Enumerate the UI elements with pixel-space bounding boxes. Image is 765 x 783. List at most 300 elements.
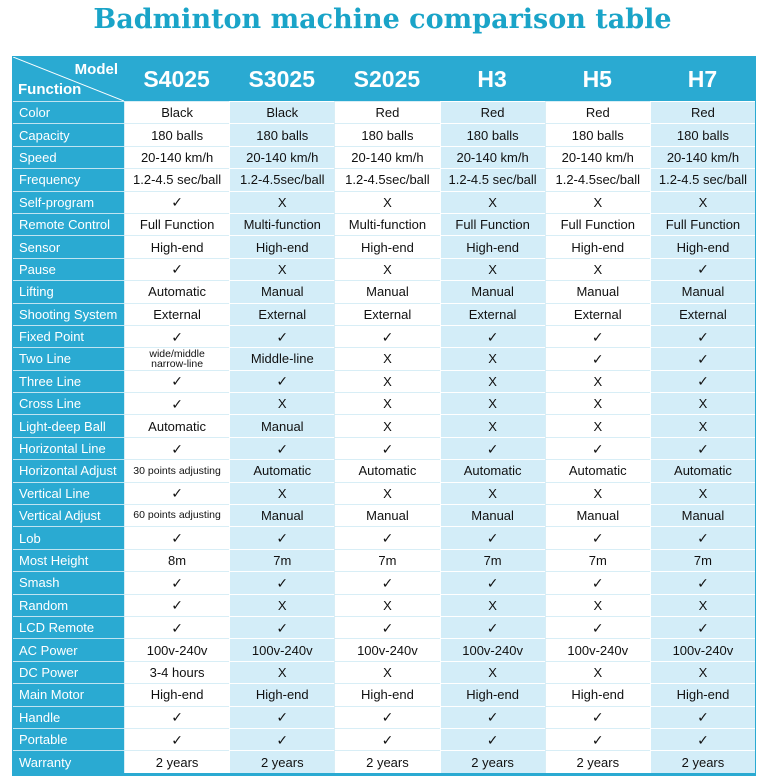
cell-text: Automatic <box>568 463 627 479</box>
value-cell-s4025 <box>124 258 229 280</box>
cell-text: Automatic <box>674 463 732 479</box>
value-cell-s4025 <box>124 459 229 481</box>
value-cell-s2025 <box>334 459 439 481</box>
table-row <box>13 303 755 325</box>
table-row <box>13 414 755 436</box>
value-cell-s2025 <box>334 191 439 213</box>
cell-text: 7m <box>273 553 292 568</box>
value-cell-h7 <box>650 392 755 414</box>
value-cell-s2025 <box>334 504 439 526</box>
value-cell-s4025 <box>124 392 229 414</box>
cell-text: High-end <box>466 687 519 703</box>
value-cell-h7 <box>650 437 755 459</box>
value-cell-h7 <box>650 347 755 369</box>
value-cell-h5 <box>545 706 650 728</box>
cross-mark: X <box>277 194 287 210</box>
cell-text: Full Function <box>455 217 530 233</box>
cell-text: Red <box>585 105 610 121</box>
value-cell-s2025 <box>334 280 439 302</box>
cross-mark: X <box>593 396 603 412</box>
cell-text: Red <box>375 105 400 121</box>
check-icon: ✓ <box>486 574 499 591</box>
value-cell-s3025 <box>229 706 334 728</box>
table-header-row <box>13 57 755 101</box>
value-cell-h5 <box>545 146 650 168</box>
function-axis-label: Function <box>18 81 82 98</box>
value-cell-h3 <box>440 594 545 616</box>
cross-mark: X <box>277 664 287 680</box>
cross-mark: X <box>593 194 603 210</box>
function-label-warranty: Warranty <box>13 750 124 772</box>
check-icon: ✓ <box>381 328 394 345</box>
cell-text: 20-140 km/h <box>351 149 424 165</box>
cell-text: Full Function <box>560 217 635 233</box>
cell-text: High-end <box>361 239 414 255</box>
value-cell-h7 <box>650 683 755 705</box>
table-row <box>13 526 755 548</box>
value-cell-h7 <box>650 213 755 235</box>
table-row <box>13 504 755 526</box>
cell-text: Manual <box>260 508 304 524</box>
cell-text: 100v-240v <box>567 642 629 658</box>
value-cell-s3025 <box>229 123 334 145</box>
value-cell-h3 <box>440 303 545 325</box>
cell-text: Manual <box>366 284 409 300</box>
value-cell-s2025 <box>334 392 439 414</box>
value-cell-h5 <box>545 571 650 593</box>
value-cell-h3 <box>440 123 545 145</box>
value-cell-s2025 <box>334 706 439 728</box>
model-header-h3: H3 <box>477 65 507 92</box>
check-icon: ✓ <box>276 731 289 748</box>
table-row <box>13 123 755 145</box>
table-row <box>13 482 755 504</box>
value-cell-h3 <box>440 482 545 504</box>
cell-text: Red <box>480 105 505 121</box>
cross-mark: X <box>698 664 708 680</box>
check-icon: ✓ <box>171 597 183 614</box>
value-cell-h3 <box>440 661 545 683</box>
check-icon: ✓ <box>486 731 499 748</box>
value-cell-s2025 <box>334 616 439 638</box>
function-label-cross-line: Cross Line <box>13 392 124 414</box>
cell-text: Automatic <box>253 463 312 479</box>
check-icon: ✓ <box>276 709 289 726</box>
value-cell-h5 <box>545 347 650 369</box>
value-cell-s3025 <box>229 437 334 459</box>
model-header-s2025: S2025 <box>353 65 421 92</box>
value-cell-s4025 <box>124 280 229 302</box>
function-label-smash: Smash <box>13 571 124 593</box>
value-cell-h3 <box>440 504 545 526</box>
check-icon: ✓ <box>276 619 289 636</box>
model-axis-label: Model <box>74 61 118 78</box>
value-cell-s3025 <box>229 168 334 190</box>
cross-mark: X <box>488 597 497 613</box>
function-label-speed: Speed <box>13 146 124 168</box>
function-label-main-motor: Main Motor <box>13 683 124 705</box>
value-cell-h5 <box>545 258 650 280</box>
cross-mark: X <box>698 418 708 434</box>
value-cell-s4025 <box>124 123 229 145</box>
check-icon: ✓ <box>697 619 709 636</box>
value-cell-s2025 <box>334 661 439 683</box>
cell-text: 2 years <box>155 754 199 770</box>
function-label-vertical-adjust: Vertical Adjust <box>13 504 124 526</box>
cross-mark: X <box>698 194 708 210</box>
cell-text: 100v-240v <box>357 642 418 658</box>
cell-text: 20-140 km/h <box>246 149 319 165</box>
table-row <box>13 616 755 638</box>
value-cell-h5 <box>545 526 650 548</box>
value-cell-h3 <box>440 706 545 728</box>
check-icon: ✓ <box>171 619 183 636</box>
value-cell-s3025 <box>229 661 334 683</box>
value-cell-s3025 <box>229 101 334 123</box>
value-cell-h5 <box>545 683 650 705</box>
cell-text: Manual <box>471 508 514 524</box>
value-cell-s2025 <box>334 482 439 504</box>
cross-mark: X <box>593 597 603 613</box>
value-cell-h5 <box>545 414 650 436</box>
cell-text: Full Function <box>139 217 215 233</box>
cell-text: External <box>363 306 412 322</box>
cross-mark: X <box>277 396 287 412</box>
cross-mark: X <box>593 373 603 389</box>
table-row <box>13 370 755 392</box>
value-cell-s4025 <box>124 504 229 526</box>
check-icon: ✓ <box>697 261 709 278</box>
value-cell-h7 <box>650 168 755 190</box>
value-cell-h7 <box>650 123 755 145</box>
value-cell-s3025 <box>229 235 334 257</box>
value-cell-h3 <box>440 146 545 168</box>
value-cell-s2025 <box>334 437 439 459</box>
value-cell-h5 <box>545 437 650 459</box>
function-label-three-line: Three Line <box>13 370 124 392</box>
cell-text: 1.2-4.5sec/ball <box>555 172 641 188</box>
value-cell-s2025 <box>334 325 439 347</box>
value-cell-s4025 <box>124 594 229 616</box>
value-cell-s2025 <box>334 146 439 168</box>
cell-text: 1.2-4.5 sec/ball <box>448 172 537 188</box>
value-cell-s4025 <box>124 370 229 392</box>
table-row <box>13 101 755 123</box>
check-icon: ✓ <box>381 440 394 457</box>
table-row <box>13 683 755 705</box>
cell-text: High-end <box>361 687 414 703</box>
table-row <box>13 325 755 347</box>
value-cell-s2025 <box>334 414 439 436</box>
cross-mark: X <box>488 664 497 680</box>
cross-mark: X <box>488 485 497 501</box>
cell-text: 1.2-4.5 sec/ball <box>133 172 222 188</box>
cross-mark: X <box>277 261 287 277</box>
cell-text: 180 balls <box>151 127 204 143</box>
check-icon: ✓ <box>171 373 183 390</box>
cell-text: External <box>258 306 307 322</box>
value-cell-h3 <box>440 549 545 571</box>
value-cell-h5 <box>545 728 650 750</box>
value-cell-s3025 <box>229 504 334 526</box>
table-row <box>13 280 755 302</box>
function-label-light-deep-ball: Light-deep Ball <box>13 414 124 436</box>
value-cell-h5 <box>545 504 650 526</box>
table-row <box>13 750 755 772</box>
cell-text-line: narrow-line <box>151 357 204 370</box>
cell-text: 7m <box>693 553 712 568</box>
value-cell-s4025 <box>124 303 229 325</box>
value-cell-s4025 <box>124 549 229 571</box>
cell-text: Manual <box>471 284 514 300</box>
check-icon: ✓ <box>276 530 289 547</box>
cell-text: High-end <box>255 239 309 255</box>
model-header-s4025: S4025 <box>143 65 210 92</box>
check-icon: ✓ <box>486 530 499 547</box>
check-icon: ✓ <box>171 574 183 591</box>
value-cell-h5 <box>545 616 650 638</box>
check-icon: ✓ <box>171 261 183 278</box>
cell-text: 2 years <box>576 754 620 770</box>
check-icon: ✓ <box>697 440 709 457</box>
table-row <box>13 347 755 369</box>
value-cell-h3 <box>440 616 545 638</box>
table-row <box>13 392 755 414</box>
value-cell-h7 <box>650 414 755 436</box>
value-cell-h7 <box>650 280 755 302</box>
value-cell-s4025 <box>124 235 229 257</box>
table-row <box>13 168 755 190</box>
value-cell-s2025 <box>334 235 439 257</box>
value-cell-h3 <box>440 213 545 235</box>
value-cell-s4025 <box>124 482 229 504</box>
value-cell-s3025 <box>229 258 334 280</box>
value-cell-s4025 <box>124 661 229 683</box>
check-icon: ✓ <box>381 574 394 591</box>
cell-text: 100v-240v <box>251 642 313 658</box>
check-icon: ✓ <box>591 440 604 457</box>
value-cell-s3025 <box>229 616 334 638</box>
check-icon: ✓ <box>381 731 394 748</box>
cross-mark: X <box>383 485 392 501</box>
value-cell-h3 <box>440 437 545 459</box>
function-label-lcd-remote: LCD Remote <box>13 616 124 638</box>
function-label-two-line: Two Line <box>13 347 124 369</box>
cell-text: 180 balls <box>571 127 624 143</box>
check-icon: ✓ <box>381 709 394 726</box>
value-cell-s3025 <box>229 571 334 593</box>
value-cell-s4025 <box>124 616 229 638</box>
function-label-fixed-point: Fixed Point <box>13 325 124 347</box>
cell-text: 2 years <box>471 754 514 770</box>
check-icon: ✓ <box>276 440 289 457</box>
cross-mark: X <box>277 485 287 501</box>
cell-text: External <box>679 306 727 322</box>
cross-mark: X <box>488 373 497 389</box>
value-cell-s4025 <box>124 213 229 235</box>
check-icon: ✓ <box>276 574 289 591</box>
value-cell-h7 <box>650 638 755 660</box>
comparison-table <box>12 56 756 776</box>
cell-text: 20-140 km/h <box>140 149 214 165</box>
value-cell-h7 <box>650 146 755 168</box>
check-icon: ✓ <box>697 350 709 367</box>
table-row <box>13 146 755 168</box>
table-row <box>13 594 755 616</box>
cell-text: Black <box>266 105 299 121</box>
cell-text: 180 balls <box>676 127 729 143</box>
value-cell-s3025 <box>229 683 334 705</box>
cell-text: Manual <box>576 284 620 300</box>
cell-text: 180 balls <box>256 127 309 143</box>
table-row <box>13 258 755 280</box>
table-row <box>13 213 755 235</box>
function-label-handle: Handle <box>13 706 124 728</box>
cell-text: High-end <box>676 687 730 703</box>
value-cell-h5 <box>545 235 650 257</box>
check-icon: ✓ <box>171 395 183 412</box>
cross-mark: X <box>488 261 497 277</box>
function-label-most-height: Most Height <box>13 549 124 571</box>
value-cell-s3025 <box>229 526 334 548</box>
model-header-h7: H7 <box>687 65 718 92</box>
value-cell-h3 <box>440 370 545 392</box>
check-icon: ✓ <box>591 350 604 367</box>
cell-text: 1.2-4.5sec/ball <box>345 172 430 188</box>
cell-text: Middle-line <box>250 351 314 367</box>
cell-text: Automatic <box>358 463 417 479</box>
function-label-horizontal-adjust: Horizontal Adjust <box>13 459 124 481</box>
value-cell-s2025 <box>334 347 439 369</box>
cross-mark: X <box>488 351 497 367</box>
function-label-lifting: Lifting <box>13 280 124 302</box>
check-icon: ✓ <box>171 440 183 457</box>
check-icon: ✓ <box>697 530 709 547</box>
cell-text: High-end <box>150 239 204 255</box>
value-cell-h5 <box>545 370 650 392</box>
value-cell-h7 <box>650 482 755 504</box>
value-cell-h5 <box>545 168 650 190</box>
cell-text: 1.2-4.5sec/ball <box>239 172 325 188</box>
value-cell-s2025 <box>334 683 439 705</box>
value-cell-h3 <box>440 325 545 347</box>
cell-text: Automatic <box>463 463 522 479</box>
check-icon: ✓ <box>486 619 499 636</box>
table-row <box>13 706 755 728</box>
value-cell-h3 <box>440 191 545 213</box>
cell-text: 2 years <box>260 754 304 770</box>
check-icon: ✓ <box>591 709 604 726</box>
value-cell-h3 <box>440 280 545 302</box>
value-cell-h7 <box>650 504 755 526</box>
value-cell-s4025 <box>124 638 229 660</box>
function-label-capacity: Capacity <box>13 123 124 145</box>
cell-text: Multi-function <box>348 217 427 233</box>
value-cell-h5 <box>545 459 650 481</box>
value-cell-s4025 <box>124 728 229 750</box>
value-cell-h5 <box>545 303 650 325</box>
value-cell-h7 <box>650 459 755 481</box>
cross-mark: X <box>383 418 392 434</box>
function-label-ac-power: AC Power <box>13 638 124 660</box>
value-cell-h3 <box>440 101 545 123</box>
value-cell-h7 <box>650 235 755 257</box>
function-label-portable: Portable <box>13 728 124 750</box>
function-label-sensor: Sensor <box>13 235 124 257</box>
value-cell-h3 <box>440 168 545 190</box>
value-cell-s3025 <box>229 392 334 414</box>
value-cell-s3025 <box>229 303 334 325</box>
value-cell-h3 <box>440 414 545 436</box>
value-cell-s2025 <box>334 213 439 235</box>
cell-text: 180 balls <box>361 127 414 143</box>
value-cell-s2025 <box>334 750 439 772</box>
value-cell-s4025 <box>124 571 229 593</box>
value-cell-h7 <box>650 594 755 616</box>
cell-text: 20-140 km/h <box>456 149 529 165</box>
value-cell-s2025 <box>334 168 439 190</box>
function-label-dc-power: DC Power <box>13 661 124 683</box>
cross-mark: X <box>698 396 708 412</box>
check-icon: ✓ <box>276 328 289 345</box>
cell-text: 7m <box>588 553 607 568</box>
cross-mark: X <box>698 485 708 501</box>
value-cell-s3025 <box>229 347 334 369</box>
check-icon: ✓ <box>171 328 183 345</box>
value-cell-h3 <box>440 638 545 660</box>
cell-text: 2 years <box>366 754 409 770</box>
table-row <box>13 728 755 750</box>
cell-text: 100v-240v <box>462 642 523 658</box>
value-cell-s2025 <box>334 526 439 548</box>
table-row <box>13 549 755 571</box>
value-cell-h5 <box>545 750 650 772</box>
value-cell-s4025 <box>124 325 229 347</box>
cell-text: 100v-240v <box>672 642 734 658</box>
function-label-random: Random <box>13 594 124 616</box>
value-cell-s3025 <box>229 213 334 235</box>
check-icon: ✓ <box>486 709 499 726</box>
cell-text: Manual <box>260 418 304 434</box>
cell-text: High-end <box>571 687 625 703</box>
check-icon: ✓ <box>591 530 604 547</box>
cross-mark: X <box>277 597 287 613</box>
value-cell-h7 <box>650 325 755 347</box>
check-icon: ✓ <box>276 373 289 390</box>
value-cell-h7 <box>650 303 755 325</box>
value-cell-s4025 <box>124 437 229 459</box>
value-cell-s4025 <box>124 191 229 213</box>
check-icon: ✓ <box>697 373 709 390</box>
model-header-s3025: S3025 <box>248 65 316 92</box>
cell-text: Full Function <box>665 217 741 233</box>
table-row <box>13 235 755 257</box>
value-cell-h3 <box>440 459 545 481</box>
value-cell-h5 <box>545 123 650 145</box>
value-cell-s3025 <box>229 280 334 302</box>
cell-text: Manual <box>681 508 725 524</box>
cell-text: Manual <box>366 508 409 524</box>
cell-text: 2 years <box>681 754 725 770</box>
value-cell-s3025 <box>229 549 334 571</box>
cross-mark: X <box>488 396 497 412</box>
check-icon: ✓ <box>171 485 183 502</box>
cross-mark: X <box>593 261 603 277</box>
table-row <box>13 459 755 481</box>
value-cell-h7 <box>650 549 755 571</box>
value-cell-s2025 <box>334 549 439 571</box>
value-cell-s3025 <box>229 414 334 436</box>
